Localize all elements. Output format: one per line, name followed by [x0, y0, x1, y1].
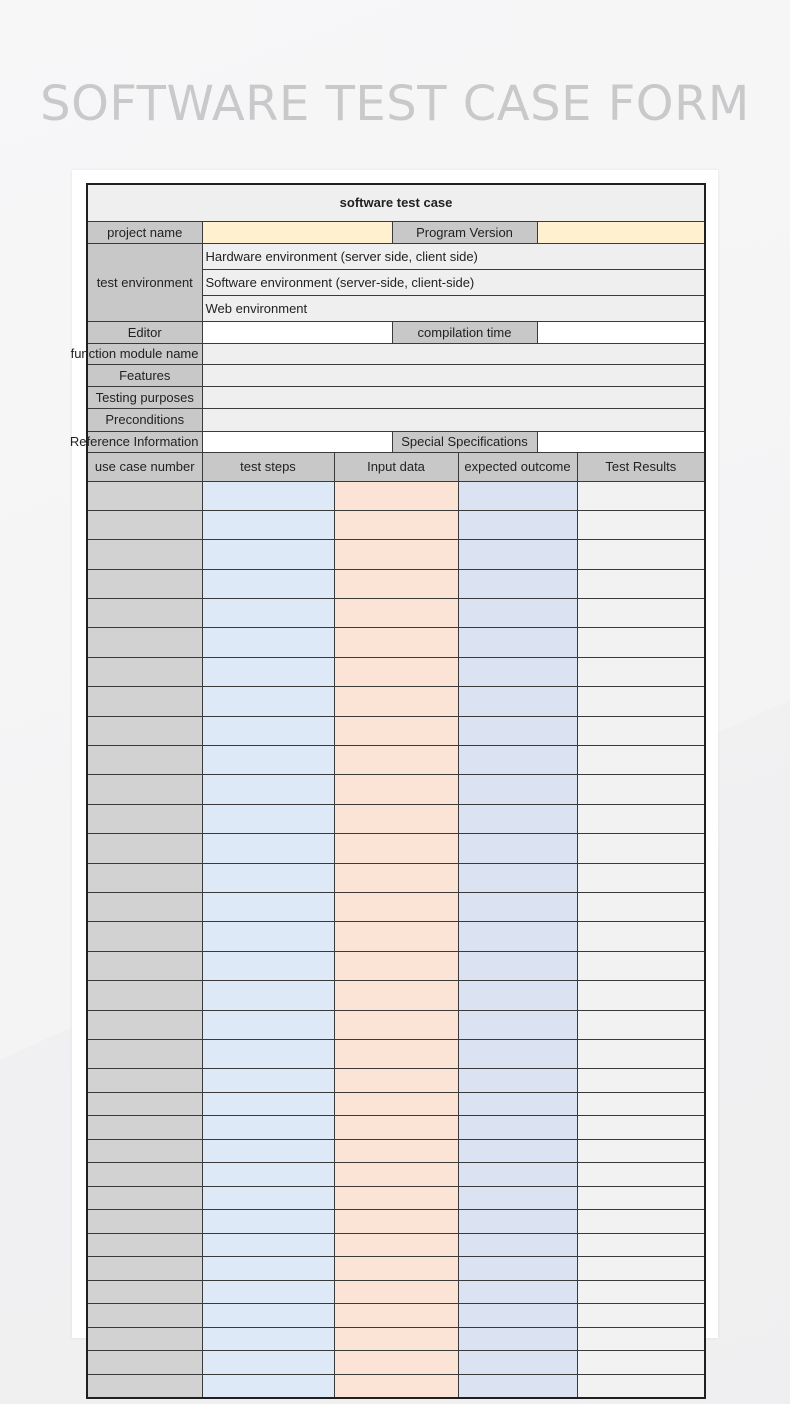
- column-header-expected-outcome: expected outcome: [458, 452, 577, 481]
- test-results-cell[interactable]: [577, 834, 705, 863]
- test-environment-label: test environment: [87, 243, 202, 321]
- input-data-cell[interactable]: [334, 628, 458, 657]
- expected-outcome-cell[interactable]: [458, 892, 577, 921]
- test-results-cell[interactable]: [577, 657, 705, 686]
- expected-outcome-cell[interactable]: [458, 981, 577, 1010]
- test-results-cell[interactable]: [577, 1210, 705, 1234]
- input-data-cell[interactable]: [334, 1210, 458, 1234]
- program-version-field[interactable]: [537, 221, 705, 243]
- expected-outcome-cell[interactable]: [458, 834, 577, 863]
- use-case-number-cell[interactable]: [87, 599, 202, 628]
- test-results-cell[interactable]: [577, 510, 705, 539]
- expected-outcome-cell[interactable]: [458, 1039, 577, 1068]
- environment-web-field[interactable]: Web environment: [202, 295, 705, 321]
- test-steps-cell[interactable]: [202, 1304, 334, 1328]
- project-name-field[interactable]: [202, 221, 392, 243]
- use-case-number-cell[interactable]: [87, 804, 202, 833]
- expected-outcome-cell[interactable]: [458, 687, 577, 716]
- input-data-cell[interactable]: [334, 1280, 458, 1304]
- expected-outcome-cell[interactable]: [458, 599, 577, 628]
- test-case-row: [87, 540, 705, 569]
- use-case-number-cell[interactable]: [87, 922, 202, 951]
- form-title: software test case: [87, 184, 705, 221]
- expected-outcome-cell[interactable]: [458, 1139, 577, 1163]
- test-case-row: [87, 569, 705, 598]
- test-steps-cell[interactable]: [202, 746, 334, 775]
- expected-outcome-cell[interactable]: [458, 746, 577, 775]
- test-case-row: [87, 481, 705, 510]
- test-case-row: [87, 1374, 705, 1398]
- expected-outcome-cell[interactable]: [458, 1116, 577, 1140]
- page-heading: SOFTWARE TEST CASE FORM: [40, 76, 750, 132]
- expected-outcome-cell[interactable]: [458, 775, 577, 804]
- test-case-row: [87, 687, 705, 716]
- project-name-label: project name: [87, 221, 202, 243]
- expected-outcome-cell[interactable]: [458, 863, 577, 892]
- test-steps-cell[interactable]: [202, 834, 334, 863]
- expected-outcome-cell[interactable]: [458, 569, 577, 598]
- test-results-cell[interactable]: [577, 1069, 705, 1093]
- use-case-number-cell[interactable]: [87, 746, 202, 775]
- input-data-cell[interactable]: [334, 1186, 458, 1210]
- expected-outcome-cell[interactable]: [458, 1163, 577, 1187]
- test-results-cell[interactable]: [577, 1092, 705, 1116]
- input-data-cell[interactable]: [334, 540, 458, 569]
- test-case-row: [87, 1139, 705, 1163]
- expected-outcome-cell[interactable]: [458, 540, 577, 569]
- input-data-cell[interactable]: [334, 1139, 458, 1163]
- expected-outcome-cell[interactable]: [458, 951, 577, 980]
- test-steps-cell[interactable]: [202, 569, 334, 598]
- expected-outcome-cell[interactable]: [458, 1210, 577, 1234]
- editor-label: Editor: [87, 321, 202, 343]
- test-steps-cell[interactable]: [202, 716, 334, 745]
- test-steps-cell[interactable]: [202, 1374, 334, 1398]
- test-results-cell[interactable]: [577, 746, 705, 775]
- expected-outcome-cell[interactable]: [458, 1374, 577, 1398]
- test-case-row: [87, 746, 705, 775]
- test-steps-cell[interactable]: [202, 1233, 334, 1257]
- use-case-number-cell[interactable]: [87, 1116, 202, 1140]
- test-results-cell[interactable]: [577, 716, 705, 745]
- use-case-number-cell[interactable]: [87, 1233, 202, 1257]
- test-steps-cell[interactable]: [202, 1116, 334, 1140]
- input-data-cell[interactable]: [334, 481, 458, 510]
- editor-field[interactable]: [202, 321, 392, 343]
- use-case-number-cell[interactable]: [87, 1186, 202, 1210]
- input-data-cell[interactable]: [334, 687, 458, 716]
- test-case-row: [87, 716, 705, 745]
- test-results-cell[interactable]: [577, 1186, 705, 1210]
- test-steps-cell[interactable]: [202, 510, 334, 539]
- input-data-cell[interactable]: [334, 1163, 458, 1187]
- expected-outcome-cell[interactable]: [458, 1351, 577, 1375]
- test-results-cell[interactable]: [577, 981, 705, 1010]
- expected-outcome-cell[interactable]: [458, 1092, 577, 1116]
- test-results-cell[interactable]: [577, 1257, 705, 1281]
- test-steps-cell[interactable]: [202, 687, 334, 716]
- test-steps-cell[interactable]: [202, 1139, 334, 1163]
- expected-outcome-cell[interactable]: [458, 922, 577, 951]
- test-case-row: [87, 951, 705, 980]
- expected-outcome-cell[interactable]: [458, 510, 577, 539]
- test-results-cell[interactable]: [577, 892, 705, 921]
- test-steps-cell[interactable]: [202, 481, 334, 510]
- expected-outcome-cell[interactable]: [458, 804, 577, 833]
- expected-outcome-cell[interactable]: [458, 1280, 577, 1304]
- test-results-cell[interactable]: [577, 922, 705, 951]
- test-steps-cell[interactable]: [202, 922, 334, 951]
- test-case-row: [87, 1233, 705, 1257]
- features-label: Features: [87, 364, 202, 386]
- test-results-cell[interactable]: [577, 1374, 705, 1398]
- test-case-row: [87, 775, 705, 804]
- expected-outcome-cell[interactable]: [458, 1186, 577, 1210]
- input-data-cell[interactable]: [334, 863, 458, 892]
- input-data-cell[interactable]: [334, 1257, 458, 1281]
- test-steps-cell[interactable]: [202, 1069, 334, 1093]
- test-case-table: [69, 183, 706, 1399]
- test-case-row: [87, 863, 705, 892]
- test-case-row: [87, 1210, 705, 1234]
- input-data-cell[interactable]: [334, 1233, 458, 1257]
- input-data-cell[interactable]: [334, 1069, 458, 1093]
- features-field[interactable]: [202, 364, 705, 386]
- test-steps-cell[interactable]: [202, 1280, 334, 1304]
- input-data-cell[interactable]: [334, 716, 458, 745]
- test-results-cell[interactable]: [577, 540, 705, 569]
- test-results-cell[interactable]: [577, 569, 705, 598]
- use-case-number-cell[interactable]: [87, 1039, 202, 1068]
- use-case-number-cell[interactable]: [87, 1304, 202, 1328]
- column-header-use-case-number: use case number: [87, 452, 202, 481]
- compilation-time-label: compilation time: [392, 321, 537, 343]
- test-results-cell[interactable]: [577, 1351, 705, 1375]
- expected-outcome-cell[interactable]: [458, 1304, 577, 1328]
- test-steps-cell[interactable]: [202, 1039, 334, 1068]
- use-case-number-cell[interactable]: [87, 951, 202, 980]
- use-case-number-cell[interactable]: [87, 481, 202, 510]
- test-results-cell[interactable]: [577, 481, 705, 510]
- use-case-number-cell[interactable]: [87, 569, 202, 598]
- test-results-cell[interactable]: [577, 804, 705, 833]
- test-results-cell[interactable]: [577, 951, 705, 980]
- use-case-number-cell[interactable]: [87, 834, 202, 863]
- input-data-cell[interactable]: [334, 1374, 458, 1398]
- expected-outcome-cell[interactable]: [458, 657, 577, 686]
- test-steps-cell[interactable]: [202, 804, 334, 833]
- input-data-cell[interactable]: [334, 746, 458, 775]
- input-data-cell[interactable]: [334, 892, 458, 921]
- test-case-row: [87, 834, 705, 863]
- use-case-number-cell[interactable]: [87, 687, 202, 716]
- test-results-cell[interactable]: [577, 1139, 705, 1163]
- use-case-number-cell[interactable]: [87, 1327, 202, 1351]
- test-case-row: [87, 1069, 705, 1093]
- function-module-label: function module name: [87, 343, 202, 364]
- input-data-cell[interactable]: [334, 775, 458, 804]
- input-data-cell[interactable]: [334, 1039, 458, 1068]
- column-header-input-data: Input data: [334, 452, 458, 481]
- test-case-row: [87, 1092, 705, 1116]
- use-case-number-cell[interactable]: [87, 1010, 202, 1039]
- use-case-number-cell[interactable]: [87, 1351, 202, 1375]
- test-steps-cell[interactable]: [202, 1186, 334, 1210]
- input-data-cell[interactable]: [334, 834, 458, 863]
- program-version-label: Program Version: [392, 221, 537, 243]
- test-results-cell[interactable]: [577, 1327, 705, 1351]
- preconditions-label: Preconditions: [87, 408, 202, 431]
- test-case-row: [87, 1327, 705, 1351]
- test-case-row: [87, 1304, 705, 1328]
- test-results-cell[interactable]: [577, 1233, 705, 1257]
- test-case-row: [87, 1039, 705, 1068]
- test-case-row: [87, 628, 705, 657]
- test-steps-cell[interactable]: [202, 951, 334, 980]
- input-data-cell[interactable]: [334, 569, 458, 598]
- special-specifications-label: Special Specifications: [392, 431, 537, 452]
- use-case-number-cell[interactable]: [87, 540, 202, 569]
- input-data-cell[interactable]: [334, 510, 458, 539]
- test-case-row: [87, 981, 705, 1010]
- test-results-cell[interactable]: [577, 1010, 705, 1039]
- use-case-number-cell[interactable]: [87, 657, 202, 686]
- expected-outcome-cell[interactable]: [458, 716, 577, 745]
- test-results-cell[interactable]: [577, 628, 705, 657]
- expected-outcome-cell[interactable]: [458, 1233, 577, 1257]
- use-case-number-cell[interactable]: [87, 981, 202, 1010]
- special-specifications-field[interactable]: [537, 431, 705, 452]
- test-steps-cell[interactable]: [202, 1257, 334, 1281]
- test-case-row: [87, 922, 705, 951]
- form-sheet: [69, 170, 718, 1338]
- test-steps-cell[interactable]: [202, 540, 334, 569]
- column-header-test-results: Test Results: [577, 452, 705, 481]
- use-case-number-cell[interactable]: [87, 1280, 202, 1304]
- test-results-cell[interactable]: [577, 863, 705, 892]
- test-steps-cell[interactable]: [202, 981, 334, 1010]
- compilation-time-field[interactable]: [537, 321, 705, 343]
- test-steps-cell[interactable]: [202, 599, 334, 628]
- use-case-number-cell[interactable]: [87, 716, 202, 745]
- test-case-row: [87, 1010, 705, 1039]
- test-steps-cell[interactable]: [202, 1327, 334, 1351]
- test-results-cell[interactable]: [577, 1163, 705, 1187]
- test-case-row: [87, 1257, 705, 1281]
- expected-outcome-cell[interactable]: [458, 1069, 577, 1093]
- use-case-number-cell[interactable]: [87, 1257, 202, 1281]
- column-header-test-steps: test steps: [202, 452, 334, 481]
- test-results-cell[interactable]: [577, 599, 705, 628]
- test-case-row: [87, 599, 705, 628]
- test-steps-cell[interactable]: [202, 892, 334, 921]
- use-case-number-cell[interactable]: [87, 1163, 202, 1187]
- test-steps-cell[interactable]: [202, 775, 334, 804]
- use-case-number-cell[interactable]: [87, 863, 202, 892]
- test-case-row: [87, 1163, 705, 1187]
- test-steps-cell[interactable]: [202, 863, 334, 892]
- use-case-number-cell[interactable]: [87, 1210, 202, 1234]
- expected-outcome-cell[interactable]: [458, 1010, 577, 1039]
- test-results-cell[interactable]: [577, 775, 705, 804]
- input-data-cell[interactable]: [334, 1327, 458, 1351]
- reference-information-field[interactable]: [202, 431, 392, 452]
- test-steps-cell[interactable]: [202, 1351, 334, 1375]
- input-data-cell[interactable]: [334, 1304, 458, 1328]
- use-case-number-cell[interactable]: [87, 892, 202, 921]
- expected-outcome-cell[interactable]: [458, 628, 577, 657]
- testing-purposes-field[interactable]: [202, 386, 705, 408]
- testing-purposes-label: Testing purposes: [87, 386, 202, 408]
- input-data-cell[interactable]: [334, 1010, 458, 1039]
- test-case-row: [87, 1116, 705, 1140]
- expected-outcome-cell[interactable]: [458, 1257, 577, 1281]
- test-results-cell[interactable]: [577, 687, 705, 716]
- preconditions-field[interactable]: [202, 408, 705, 431]
- reference-information-label: Reference Information: [87, 431, 202, 452]
- environment-hardware-field[interactable]: Hardware environment (server side, client side): [202, 243, 705, 269]
- input-data-cell[interactable]: [334, 804, 458, 833]
- use-case-number-cell[interactable]: [87, 510, 202, 539]
- input-data-cell[interactable]: [334, 1351, 458, 1375]
- use-case-number-cell[interactable]: [87, 1069, 202, 1093]
- test-case-row: [87, 657, 705, 686]
- expected-outcome-cell[interactable]: [458, 481, 577, 510]
- test-case-row: [87, 892, 705, 921]
- test-steps-cell[interactable]: [202, 1163, 334, 1187]
- test-steps-cell[interactable]: [202, 657, 334, 686]
- environment-software-field[interactable]: Software environment (server-side, client-side): [202, 269, 705, 295]
- test-case-row: [87, 804, 705, 833]
- test-results-cell[interactable]: [577, 1304, 705, 1328]
- use-case-number-cell[interactable]: [87, 1139, 202, 1163]
- test-results-cell[interactable]: [577, 1116, 705, 1140]
- use-case-number-cell[interactable]: [87, 1374, 202, 1398]
- use-case-number-cell[interactable]: [87, 628, 202, 657]
- input-data-cell[interactable]: [334, 657, 458, 686]
- input-data-cell[interactable]: [334, 1116, 458, 1140]
- input-data-cell[interactable]: [334, 599, 458, 628]
- test-steps-cell[interactable]: [202, 1210, 334, 1234]
- expected-outcome-cell[interactable]: [458, 1327, 577, 1351]
- test-steps-cell[interactable]: [202, 628, 334, 657]
- test-case-row: [87, 1186, 705, 1210]
- test-case-row: [87, 1280, 705, 1304]
- test-results-cell[interactable]: [577, 1280, 705, 1304]
- input-data-cell[interactable]: [334, 951, 458, 980]
- input-data-cell[interactable]: [334, 981, 458, 1010]
- test-steps-cell[interactable]: [202, 1010, 334, 1039]
- use-case-number-cell[interactable]: [87, 1092, 202, 1116]
- input-data-cell[interactable]: [334, 1092, 458, 1116]
- function-module-field[interactable]: [202, 343, 705, 364]
- use-case-number-cell[interactable]: [87, 775, 202, 804]
- test-steps-cell[interactable]: [202, 1092, 334, 1116]
- test-case-row: [87, 1351, 705, 1375]
- test-results-cell[interactable]: [577, 1039, 705, 1068]
- test-case-row: [87, 510, 705, 539]
- input-data-cell[interactable]: [334, 922, 458, 951]
